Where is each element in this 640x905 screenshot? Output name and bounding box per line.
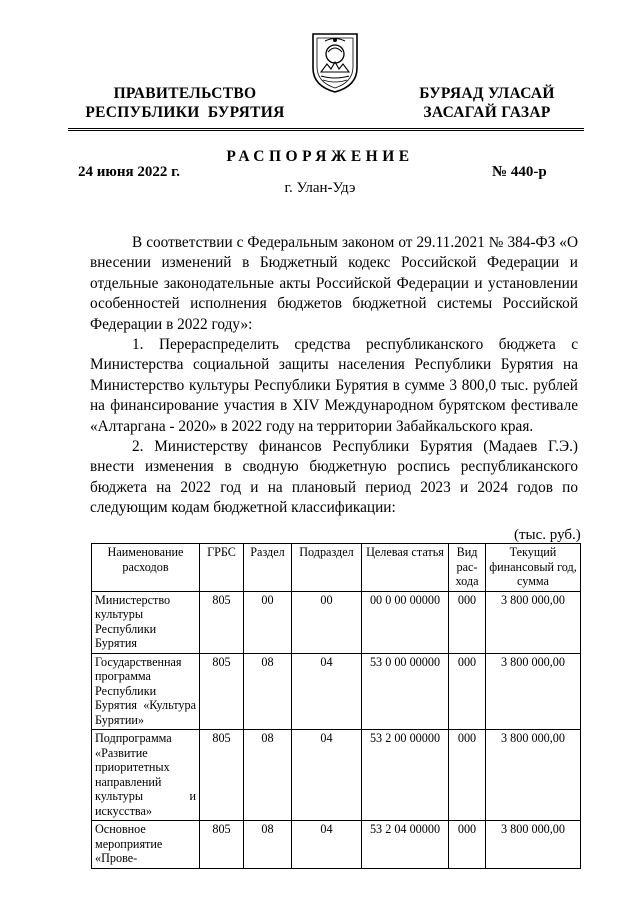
document-city: г. Улан-Удэ xyxy=(284,180,356,196)
cell-section: 08 xyxy=(244,821,292,869)
header-name: Наименование расходов xyxy=(92,544,200,592)
cell-section: 08 xyxy=(244,730,292,821)
cell-amount: 3 800 000,00 xyxy=(486,821,581,869)
document-number: № 440-р xyxy=(492,164,547,180)
cell-subsection: 04 xyxy=(292,821,362,869)
cell-kind: 000 xyxy=(449,730,486,821)
cell-subsection: 04 xyxy=(292,730,362,821)
cell-kind: 000 xyxy=(449,821,486,869)
cell-name: Основное мероприятие «Прове- xyxy=(92,821,200,869)
government-name-ru-line2: РЕСПУБЛИКИ БУРЯТИЯ xyxy=(85,104,285,121)
table-row xyxy=(92,821,581,869)
government-name-ru xyxy=(70,84,300,122)
cell-target: 53 0 00 00000 xyxy=(362,653,449,730)
cell-kind: 000 xyxy=(449,653,486,730)
header-grbs: ГРБС xyxy=(200,544,244,592)
cell-target: 00 0 00 00000 xyxy=(362,591,449,653)
cell-subsection: 04 xyxy=(292,653,362,730)
cell-section: 00 xyxy=(244,591,292,653)
table-row xyxy=(92,730,581,821)
government-name-bua-line2: ЗАСАГАЙ ГАЗАР xyxy=(423,104,551,121)
cell-amount: 3 800 000,00 xyxy=(486,653,581,730)
budget-table xyxy=(91,543,581,869)
government-name-ru-line1: ПРАВИТЕЛЬСТВО xyxy=(113,85,257,102)
cell-name: Министерство культуры Республики Бурятия xyxy=(92,591,200,653)
cell-section: 08 xyxy=(244,653,292,730)
table-row xyxy=(92,653,581,730)
header-section: Раздел xyxy=(244,544,292,592)
cell-subsection: 00 xyxy=(292,591,362,653)
cell-grbs: 805 xyxy=(200,730,244,821)
header-kind: Вид рас-хода xyxy=(449,544,486,592)
cell-name: Государственная программа Республики Бурятия «Культура Бурятии» xyxy=(92,653,200,730)
cell-amount: 3 800 000,00 xyxy=(486,591,581,653)
cell-amount: 3 800 000,00 xyxy=(486,730,581,821)
header-amount: Текущий финансовый год, сумма xyxy=(486,544,581,592)
cell-name: Подпрограмма «Развитие приоритетных направлений культуры и искусства» xyxy=(92,730,200,821)
header-target: Целевая статья xyxy=(362,544,449,592)
document-type-title: РАСПОРЯЖЕНИЕ xyxy=(226,148,414,165)
government-name-bua xyxy=(392,84,582,122)
cell-grbs: 805 xyxy=(200,653,244,730)
header-divider xyxy=(68,128,584,131)
header-subsection: Подраздел xyxy=(292,544,362,592)
table-header-row xyxy=(92,544,581,592)
document-date: 24 июня 2022 г. xyxy=(78,164,180,180)
table-unit-label: (тыс. руб.) xyxy=(514,527,581,543)
item-2-paragraph: 2. Министерству финансов Республики Бурятия (Мадаев Г.Э.) внести изменения в сводную бюджетную роспись республиканского бюджета на 2022 год и на плановый период 2023 и 2024 годов по следующим кодам бюджетной классификации: xyxy=(90,438,578,517)
preamble-paragraph: В соответствии с Федеральным законом от 29.11.2021 № 384-ФЗ «О внесении изменений в Бюджетный кодекс Российской Федерации и отдельные законодательные акты Российской Федерации и установлении особенностей исполнения бюджетов бюджетной системы Российской Федерации в 2022 году»: xyxy=(90,234,578,333)
cell-kind: 000 xyxy=(449,591,486,653)
coat-of-arms-icon xyxy=(303,28,367,94)
cell-grbs: 805 xyxy=(200,821,244,869)
government-name-bua-line1: БУРЯАД УЛАСАЙ xyxy=(419,85,555,102)
cell-target: 53 2 00 00000 xyxy=(362,730,449,821)
cell-target: 53 2 04 00000 xyxy=(362,821,449,869)
table-row xyxy=(92,591,581,653)
cell-grbs: 805 xyxy=(200,591,244,653)
item-1-paragraph: 1. Перераспределить средства республиканского бюджета с Министерства социальной защиты населения Республики Бурятия на Министерство культуры Республики Бурятия в сумме 3 800,0 тыс. рублей на финансирование участия в XIV Международном бурятском фестивале «Алтаргана - 2020» в 2022 году на территории Забайкальского края. xyxy=(90,336,578,435)
